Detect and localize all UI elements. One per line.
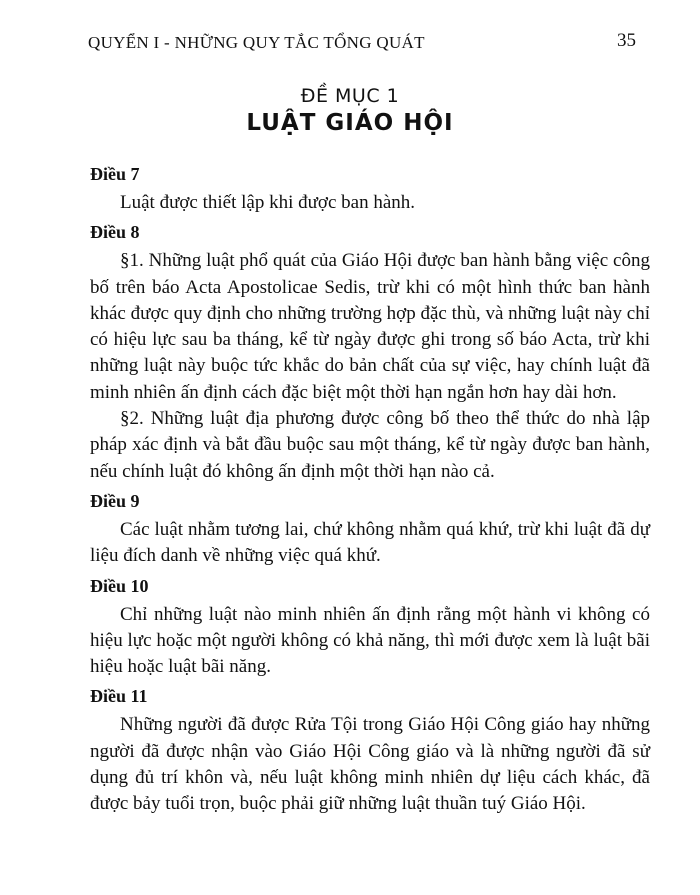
article-paragraph: Luật được thiết lập khi được ban hành. [120,192,416,213]
article-paragraph: Chỉ những luật nào minh nhiên ấn định rằng một hành vi không có hiệu lực hoặc một người không có khả năng, thì mới được xem là luật bãi hiệu hoặc luật bãi năng. [90,603,650,678]
article-10 [90,572,650,681]
article-heading: Điều 9 [90,490,140,511]
article-11 [90,682,650,817]
body-text [90,160,650,820]
article-paragraph: §2. Những luật địa phương được công bố theo thể thức do nhà lập pháp xác định và bắt đầu buộc sau một tháng, kể từ ngày được ban hành, nếu chính luật đó không ấn định một thời hạn nào cả. [90,408,650,482]
article-heading: Điều 11 [90,686,148,707]
article-7 [90,160,650,216]
article-heading: Điều 7 [90,164,140,184]
article-heading: Điều 10 [90,575,149,596]
page-number: 35 [617,30,636,51]
article-8 [90,218,650,485]
article-heading: Điều 8 [90,222,140,243]
article-9 [90,487,650,570]
section-title: LUẬT GIÁO HỘI [246,110,454,136]
section-label: ĐỀ MỤC 1 [300,85,400,107]
running-head: QUYỂN I - NHỮNG QUY TẮC TỔNG QUÁT [88,33,425,52]
article-paragraph: §1. Những luật phổ quát của Giáo Hội được ban hành bằng việc công bố trên báo Acta Apostolicae Sedis, trừ khi có một hình thức ban hành khác được quy định cho những trường hợp đặc thù, và những luật này chỉ có hiệu lực sau ba tháng, kể từ ngày được ghi trong số báo Acta, trừ khi những luật này buộc tức khắc do bản chất của sự việc, hay chính luật đã minh nhiên ấn định cách đặc biệt một thời hạn ngắn hơn hay dài hơn. [90,250,650,403]
article-paragraph: Những người đã được Rửa Tội trong Giáo Hội Công giáo hay những người đã được nhận vào Giáo Hội Công giáo và là những người đã sử dụng đủ trí khôn và, nếu luật không minh nhiên dự liệu cách khác, đã được bảy tuổi trọn, buộc phải giữ những luật thuần tuý Giáo Hội. [90,714,650,815]
article-paragraph: Các luật nhằm tương lai, chứ không nhằm quá khứ, trừ khi luật đã dự liệu đích danh về những việc quá khứ. [90,518,650,567]
